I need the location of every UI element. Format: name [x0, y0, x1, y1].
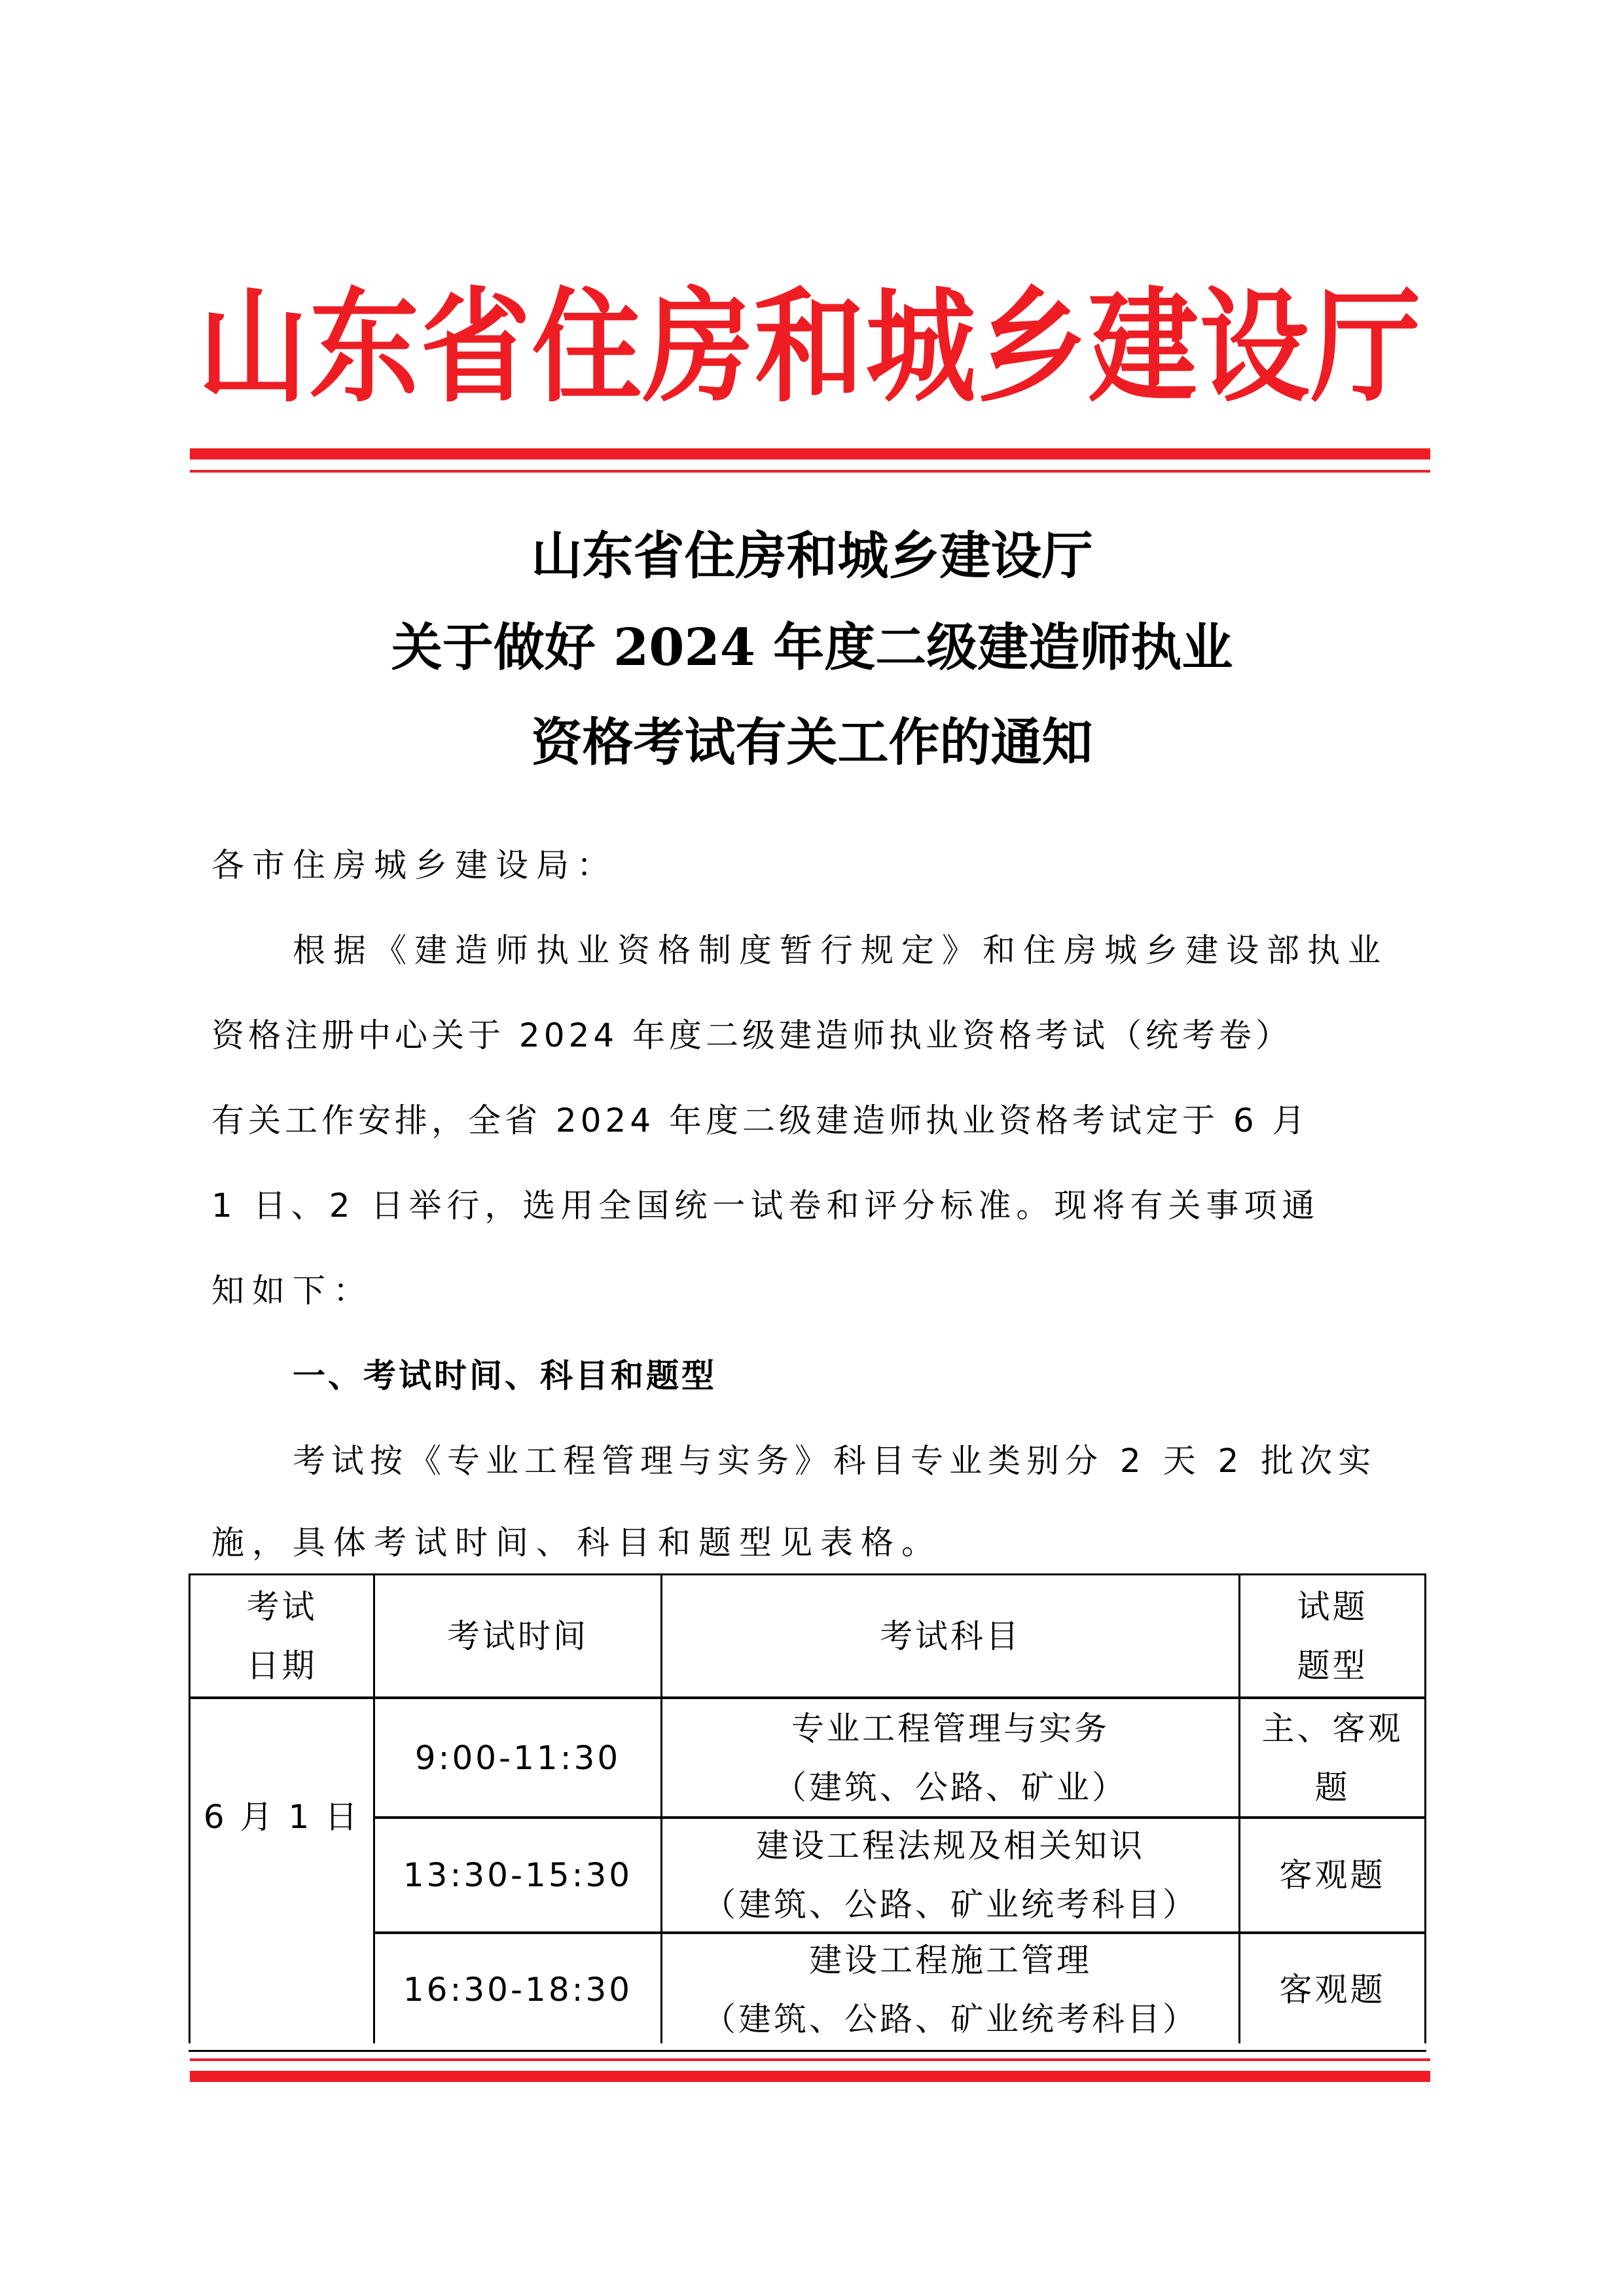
section-1-heading: 一、考试时间、科目和题型: [293, 1357, 717, 1395]
row-1-subject-line-1: 专业工程管理与实务: [791, 1709, 1110, 1748]
paragraph-1-line-5: 知如下：: [211, 1272, 374, 1310]
row-1-type-line-2: 题: [1314, 1768, 1350, 1806]
row-1-type-line-1: 主、客观: [1261, 1709, 1403, 1748]
row-2-subject-line-2: （建筑、公路、矿业统考科目）: [703, 1886, 1198, 1924]
row-3-time-text: 16:30-18:30: [403, 1971, 633, 2009]
footer-divider-thin: [190, 2058, 1430, 2061]
row-1-time: [375, 1699, 660, 1816]
row-3-subject-line-2: （建筑、公路、矿业统考科目）: [703, 2000, 1198, 2038]
header-cell-time: [375, 1575, 660, 1696]
header-cell-date: [190, 1575, 373, 1696]
paragraph-2-line-2: 施，具体考试时间、科目和题型见表格。: [211, 1524, 942, 1562]
document-title-line-1: 山东省住房和城乡建设厅: [531, 526, 1093, 586]
date-group-label: 6 月 1 日: [203, 1798, 361, 1836]
row-3-type: [1240, 1934, 1424, 2045]
paragraph-1-line-2: 资格注册中心关于 2024 年度二级建造师执业资格考试（统考卷）: [211, 1016, 1293, 1054]
masthead-text: 山东省住房和城乡建设厅: [198, 274, 1422, 419]
row-1-time-text: 9:00-11:30: [414, 1738, 621, 1777]
table-border-right: [1424, 1573, 1426, 2043]
masthead-divider-thick: [190, 448, 1430, 459]
date-group-cell: [190, 1699, 373, 1935]
row-3-subject-line-1: 建设工程施工管理: [809, 1941, 1092, 1979]
header-cell-subject: [662, 1575, 1238, 1696]
masthead-divider-thin: [190, 470, 1430, 473]
row-2-type: [1240, 1819, 1424, 1931]
row-2-time-text: 13:30-15:30: [403, 1856, 633, 1894]
header-date-line-2: 日期: [246, 1646, 317, 1685]
header-date-line-1: 考试: [246, 1587, 317, 1626]
footer-divider-thick: [190, 2071, 1430, 2082]
paragraph-1-line-3: 有关工作安排，全省 2024 年度二级建造师执业资格考试定于 6 月: [211, 1102, 1309, 1139]
paragraph-1-line-1: 根据《建造师执业资格制度暂行规定》和住房城乡建设部执业: [293, 931, 1388, 969]
row-2-time: [375, 1819, 660, 1931]
header-time-label: 考试时间: [447, 1617, 588, 1655]
salutation: 各市住房城乡建设局：: [211, 846, 617, 884]
row-2-type-text: 客观题: [1279, 1856, 1386, 1894]
row-3-time: [375, 1934, 660, 2045]
header-cell-type: [1240, 1575, 1424, 1696]
header-type-line-2: 题型: [1297, 1646, 1368, 1685]
row-2-subject: [662, 1819, 1238, 1931]
document-title-line-3: 资格考试有关工作的通知: [531, 713, 1093, 772]
row-2-subject-line-1: 建设工程法规及相关知识: [756, 1827, 1145, 1865]
row-3-type-text: 客观题: [1279, 1971, 1386, 2009]
row-1-subject: [662, 1699, 1238, 1816]
row-3-subject: [662, 1934, 1238, 2045]
paragraph-2-line-1: 考试按《专业工程管理与实务》科目专业类别分 2 天 2 批次实: [293, 1442, 1377, 1480]
row-1-type: [1240, 1699, 1424, 1816]
row-1-subject-line-2: （建筑、公路、矿业）: [774, 1768, 1127, 1806]
paragraph-1-line-4: 1 日、2 日举行，选用全国统一试卷和评分标准。现将有关事项通: [211, 1187, 1320, 1225]
header-subject-label: 考试科目: [880, 1617, 1021, 1655]
document-title-line-2: 关于做好 2024 年度二级建造师执业: [391, 618, 1233, 677]
masthead-org-name: [190, 265, 1430, 419]
header-type-line-1: 试题: [1297, 1587, 1368, 1626]
table-border-bottom: [189, 2050, 1426, 2052]
